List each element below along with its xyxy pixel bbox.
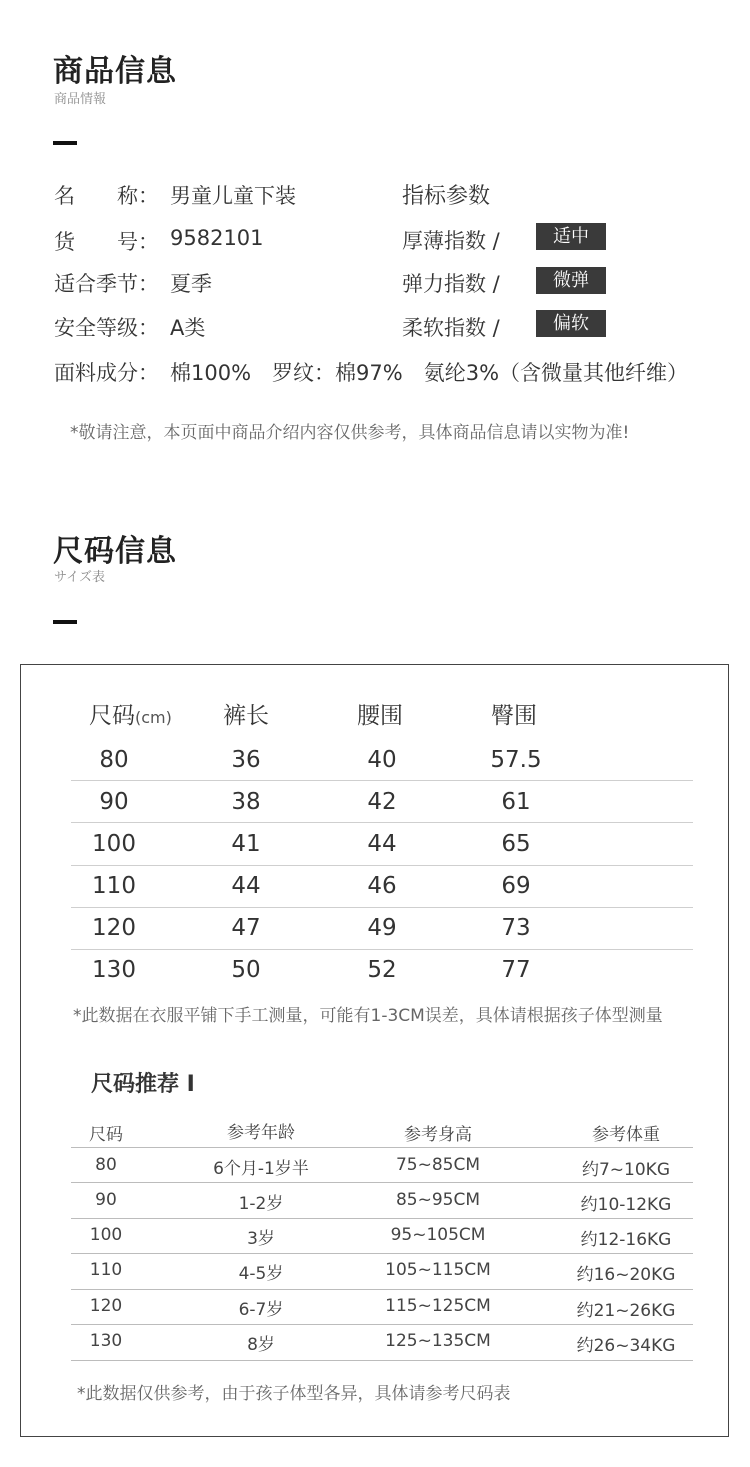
size-header-label: 尺码: [89, 703, 135, 729]
safety-grade-label: 安全等级：: [54, 316, 159, 340]
size-table-cell: 44: [231, 873, 261, 899]
recommend-cell: 3岁: [247, 1229, 275, 1249]
size-table-cell: 110: [92, 873, 136, 899]
name-value: 男童儿童下装: [170, 184, 296, 208]
recommend-note: *此数据仅供参考，由于孩子体型各异，具体请参考尺码表: [77, 1384, 511, 1404]
size-section-title: 尺码信息: [53, 534, 177, 569]
size-table-cell: 36: [231, 747, 261, 773]
recommend-cell: 6-7岁: [238, 1300, 284, 1320]
recommend-cell: 约7~10KG: [581, 1160, 670, 1180]
recommend-header-age: 参考年龄: [227, 1123, 295, 1143]
recommend-cell: 约10-12KG: [580, 1195, 672, 1215]
table-row-divider: [71, 822, 693, 823]
size-table-cell: 44: [367, 831, 397, 857]
recommend-cell: 8岁: [247, 1335, 275, 1355]
size-table-cell: 40: [367, 747, 397, 773]
size-table-cell: 42: [367, 789, 397, 815]
recommend-cell: 约12-16KG: [580, 1230, 672, 1250]
size-table-cell: 57.5: [490, 747, 542, 773]
recommend-cell: 110: [89, 1260, 123, 1280]
table-row-divider: [71, 780, 693, 781]
size-table-cell: 50: [231, 957, 261, 983]
recommend-cell: 约16~20KG: [576, 1265, 676, 1285]
size-table-header-size: [89, 697, 172, 730]
size-table-cell: 73: [501, 915, 531, 941]
thickness-index-badge: 适中: [536, 223, 606, 250]
recommend-header-size: 尺码: [89, 1125, 123, 1145]
size-table-cell: 41: [231, 831, 261, 857]
recommend-cell: 4-5岁: [238, 1264, 284, 1284]
recommend-cell: 1-2岁: [238, 1194, 284, 1214]
size-table-cell: 49: [367, 915, 397, 941]
recommend-cell: 125~135CM: [385, 1331, 491, 1351]
table-row-divider: [71, 1147, 693, 1148]
item-number-label: 货 号：: [54, 230, 159, 254]
table-row-divider: [71, 1360, 693, 1361]
recommend-cell: 约21~26KG: [576, 1301, 676, 1321]
recommend-cell: 105~115CM: [385, 1260, 491, 1280]
table-row-divider: [71, 1182, 693, 1183]
size-table-cell: 69: [501, 873, 531, 899]
size-table-cell: 38: [231, 789, 261, 815]
fabric-value: 棉100% 罗纹：棉97% 氨纶3%（含微量其他纤维）: [170, 361, 689, 385]
size-table-header-hip: 臀围: [491, 703, 537, 729]
recommend-cell: 6个月-1岁半: [213, 1159, 309, 1179]
safety-grade-value: A类: [170, 316, 206, 340]
size-table-cell: 130: [92, 957, 136, 983]
recommend-cell: 85~95CM: [395, 1190, 481, 1210]
section-divider-bar: [53, 620, 77, 624]
recommend-cell: 75~85CM: [395, 1155, 481, 1175]
size-table-cell: 65: [501, 831, 531, 857]
table-row-divider: [71, 1218, 693, 1219]
size-table-cell: 46: [367, 873, 397, 899]
product-section-title: 商品信息: [53, 54, 177, 89]
recommend-cell: 115~125CM: [385, 1296, 491, 1316]
product-note: *敬请注意，本页面中商品介绍内容仅供参考，具体商品信息请以实物为准!: [70, 423, 630, 443]
fabric-label: 面料成分：: [54, 361, 159, 385]
size-table-cell: 100: [92, 831, 136, 857]
table-row-divider: [71, 1324, 693, 1325]
recommend-cell: 约26~34KG: [576, 1336, 676, 1356]
elasticity-index-badge: 微弹: [536, 267, 606, 294]
size-section-subtitle: サイズ表: [54, 570, 105, 585]
table-row-divider: [71, 865, 693, 866]
recommend-cell: 90: [95, 1190, 117, 1210]
recommend-cell: 95~105CM: [390, 1225, 486, 1245]
item-number-value: 9582101: [170, 226, 264, 250]
season-value: 夏季: [170, 272, 212, 296]
product-section-subtitle: 商品情報: [54, 92, 107, 107]
recommend-title: 尺码推荐 I: [91, 1072, 195, 1097]
recommend-cell: 130: [89, 1331, 123, 1351]
size-table-header-length: 裤长: [223, 703, 269, 729]
recommend-cell: 80: [95, 1155, 117, 1175]
softness-index-label: 柔软指数 /: [402, 316, 500, 340]
recommend-header-weight: 参考体重: [592, 1125, 660, 1145]
recommend-cell: 120: [89, 1296, 123, 1316]
section-divider-bar: [53, 141, 77, 145]
indices-title: 指标参数: [402, 184, 491, 209]
size-table-cell: 47: [231, 915, 261, 941]
size-table-note: *此数据在衣服平铺下手工测量，可能有1-3CM误差，具体请根据孩子体型测量: [73, 1006, 663, 1026]
name-label: 名 称：: [54, 184, 159, 208]
table-row-divider: [71, 1253, 693, 1254]
table-row-divider: [71, 907, 693, 908]
size-header-unit: (cm): [135, 708, 172, 727]
season-label: 适合季节：: [54, 272, 159, 296]
recommend-header-height: 参考身高: [404, 1125, 472, 1145]
softness-index-badge: 偏软: [536, 310, 606, 337]
size-table-cell: 80: [99, 747, 129, 773]
size-table-cell: 90: [99, 789, 129, 815]
size-table-cell: 77: [501, 957, 531, 983]
table-row-divider: [71, 1289, 693, 1290]
size-table-header-waist: 腰围: [357, 703, 403, 729]
size-table-cell: 120: [92, 915, 136, 941]
size-chart-box: [20, 664, 729, 1437]
size-table-cell: 61: [501, 789, 531, 815]
size-table-cell: 52: [367, 957, 397, 983]
recommend-cell: 100: [89, 1225, 123, 1245]
thickness-index-label: 厚薄指数 /: [402, 229, 500, 253]
elasticity-index-label: 弹力指数 /: [402, 272, 500, 296]
table-row-divider: [71, 949, 693, 950]
